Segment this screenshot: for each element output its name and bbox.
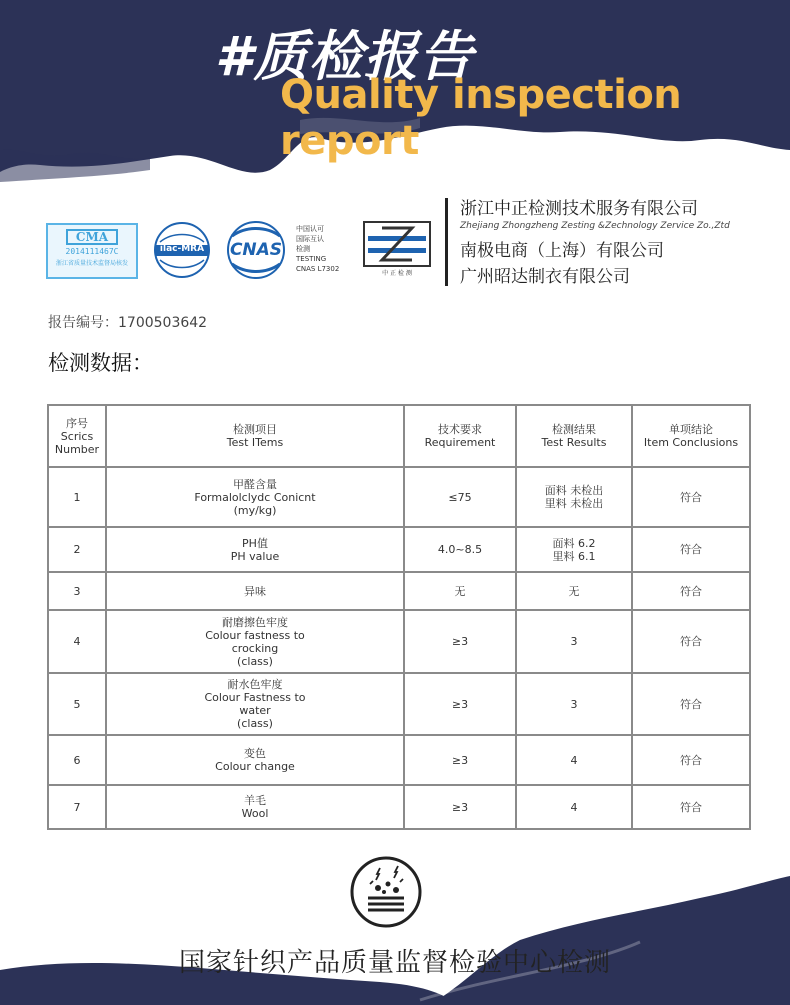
- item-cn: 耐水色牢度: [227, 678, 283, 691]
- row-number: 5: [48, 673, 106, 735]
- cma-mark: CMA: [66, 229, 118, 245]
- table-row: [48, 610, 750, 673]
- row-number: 6: [48, 735, 106, 785]
- footer-section: [0, 850, 790, 1005]
- cma-issuer: 浙江省质量技术监督局核发: [55, 260, 128, 267]
- certification-row: [0, 190, 790, 300]
- header-label: Item Conclusions: [643, 436, 739, 449]
- cma-number: 2014111467C: [65, 247, 119, 256]
- result-line: 里料 未检出: [544, 497, 604, 510]
- header-label: 检测项目: [233, 423, 277, 436]
- header-label: Scrics: [60, 429, 94, 443]
- row-requirement: 4.0~8.5: [404, 527, 516, 572]
- result-line: 3: [570, 697, 578, 711]
- row-number: 3: [48, 572, 106, 610]
- row-conclusion: 符合: [632, 785, 750, 829]
- test-results-table: [47, 404, 751, 830]
- item-en: Colour Fastness to: [204, 691, 306, 704]
- row-result: [516, 610, 632, 673]
- row-number: 7: [48, 785, 106, 829]
- item-en: Colour fastness to: [205, 628, 305, 642]
- header-label: 技术要求: [438, 423, 482, 436]
- row-result: [516, 527, 632, 572]
- row-test-item: [106, 785, 404, 829]
- item-en: Colour change: [215, 760, 295, 773]
- item-en: (my/kg): [233, 503, 277, 517]
- table-row: [48, 735, 750, 785]
- testing-center-label: 国家针织产品质量监督检验中心检测: [178, 948, 611, 978]
- header-conclusion: [632, 405, 750, 467]
- row-conclusion: 符合: [632, 610, 750, 673]
- cnas-line: TESTING: [296, 255, 327, 263]
- item-en: Wool: [241, 807, 269, 820]
- result-line: 面料 6.2: [552, 536, 596, 550]
- row-requirement: ≥3: [404, 785, 516, 829]
- header-label: 单项结论: [669, 423, 713, 436]
- row-requirement: ≤75: [404, 467, 516, 527]
- row-requirement: ≥3: [404, 610, 516, 673]
- row-conclusion: 符合: [632, 527, 750, 572]
- result-line: 4: [570, 800, 578, 814]
- cnas-mark: CNAS: [229, 240, 283, 260]
- item-en: water: [239, 704, 271, 717]
- row-conclusion: 符合: [632, 467, 750, 527]
- item-cn: 羊毛: [244, 794, 266, 807]
- ilac-mra-logo: [152, 220, 212, 280]
- cnas-logo: [222, 220, 290, 280]
- fabric-test-icon: [348, 854, 424, 930]
- item-en: crocking: [231, 641, 279, 655]
- header-label: Number: [54, 442, 100, 456]
- zhongzheng-logo: [362, 220, 432, 280]
- row-result: [516, 785, 632, 829]
- report-title-cn: #质检报告: [215, 25, 474, 88]
- item-cn: 异味: [244, 584, 266, 598]
- cnas-line: 检测: [296, 245, 310, 253]
- row-requirement: 无: [404, 572, 516, 610]
- table-row: [48, 572, 750, 610]
- header-test-item: [106, 405, 404, 467]
- vertical-divider: [445, 198, 448, 286]
- row-conclusion: 符合: [632, 572, 750, 610]
- cnas-text: [296, 224, 356, 274]
- header-label: 序号: [66, 416, 88, 430]
- report-number: 报告编号：1700503642: [48, 315, 208, 331]
- cnas-line: 国际互认: [296, 235, 324, 243]
- result-line: 面料 未检出: [544, 484, 604, 497]
- row-result: [516, 735, 632, 785]
- header-label: Requirement: [424, 436, 496, 449]
- row-requirement: ≥3: [404, 735, 516, 785]
- row-conclusion: 符合: [632, 673, 750, 735]
- item-cn: PH值: [242, 536, 268, 550]
- result-line: 无: [568, 584, 580, 598]
- table-row: [48, 467, 750, 527]
- row-number: 1: [48, 467, 106, 527]
- header-number: [48, 405, 106, 467]
- row-test-item: [106, 572, 404, 610]
- row-number: 2: [48, 527, 106, 572]
- item-en: Formalolclydc Conicnt: [194, 490, 316, 504]
- table-row: [48, 785, 750, 829]
- row-test-item: [106, 610, 404, 673]
- table-row: [48, 673, 750, 735]
- header-label: Test ITems: [226, 436, 284, 449]
- cnas-line: 中国认可: [296, 225, 324, 233]
- header-banner: [0, 0, 790, 200]
- row-test-item: [106, 735, 404, 785]
- zz-mark: 中 正 检 测: [382, 270, 412, 277]
- item-en: PH value: [230, 549, 280, 563]
- row-number: 4: [48, 610, 106, 673]
- row-result: [516, 673, 632, 735]
- row-test-item: [106, 467, 404, 527]
- client-company-name: 南极电商（上海）有限公司: [460, 241, 664, 261]
- table-row: [48, 527, 750, 572]
- header-label: 检测结果: [552, 423, 596, 436]
- item-cn: 耐磨擦色牢度: [222, 615, 288, 629]
- row-test-item: [106, 527, 404, 572]
- table-header-row: [48, 405, 750, 467]
- cma-certificate-logo: [46, 223, 138, 279]
- header-requirement: [404, 405, 516, 467]
- item-en: (class): [237, 717, 273, 730]
- row-result: [516, 572, 632, 610]
- row-result: [516, 467, 632, 527]
- testing-company-name-en: Zhejiang Zhongzheng Zesting &Zechnology Zervice Zo.,Ztd: [460, 221, 730, 231]
- result-line: 里料 6.1: [552, 549, 596, 563]
- result-line: 3: [570, 635, 578, 648]
- testing-company-name: 浙江中正检测技术服务有限公司: [460, 199, 698, 219]
- manufacturer-company-name: 广州昭达制衣有限公司: [460, 267, 630, 287]
- row-conclusion: 符合: [632, 735, 750, 785]
- item-en: (class): [237, 654, 273, 668]
- cnas-line: CNAS L7302: [296, 265, 340, 273]
- header-label: Test Results: [541, 436, 607, 449]
- item-cn: 甲醛含量: [233, 477, 277, 491]
- test-data-heading: 检测数据：: [48, 351, 153, 375]
- report-title-en: Quality inspection report: [280, 72, 682, 164]
- ilac-mark: ilac-MRA: [159, 244, 205, 254]
- item-cn: 变色: [244, 747, 266, 760]
- row-test-item: [106, 673, 404, 735]
- row-requirement: ≥3: [404, 673, 516, 735]
- header-test-results: [516, 405, 632, 467]
- result-line: 4: [570, 753, 578, 767]
